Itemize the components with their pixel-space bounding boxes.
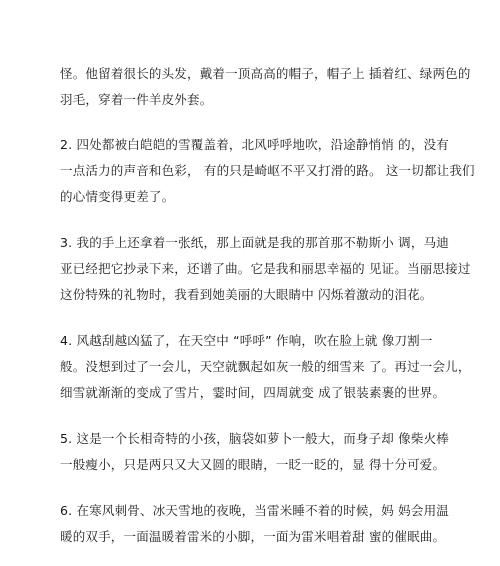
paragraph-1-line-2: 羽毛，穿着一件羊皮外套。 [60, 92, 213, 107]
paragraph-1-line-1: 怪。他留着很长的头发，戴着一顶高高的帽子，帽子上 插着红、绿两色的 [60, 66, 471, 81]
paragraph-3-line-3: 这份特殊的礼物时，我看到她美丽的大眼睛中 闪烁着激动的泪花。 [60, 287, 433, 302]
paragraph-5-line-2: 一般瘦小，只是两只又大又圆的眼睛，一眨一眨的，显 得十分可爱。 [60, 457, 446, 472]
paragraph-4-line-3: 细雪就渐渐的变成了雪片，霎时间，四周就变 成了银装素裹的世界。 [60, 385, 446, 400]
paragraph-5-line-1: 5. 这是一个长相奇特的小孩，脑袋如萝卜一般大，而身子却 像柴火棒 [60, 431, 449, 446]
paragraph-2-line-2: 一点活力的声音和色彩， 有的只是崎岖不平又打滑的路。 这一切都让我们 [60, 163, 475, 178]
paragraph-6-line-1: 6. 在寒风刺骨、冰天雪地的夜晚，当雷米睡不着的时候，妈 妈会用温 [60, 503, 449, 518]
paragraph-2-line-1: 2. 四处都被白皑皑的雪覆盖着，北风呼呼地吹，沿途静悄悄 的，没有 [60, 137, 449, 152]
paragraph-4-line-2: 般。没想到过了一会儿，天空就飘起如灰一般的细雪来 了。再过一会儿， [60, 359, 471, 374]
paragraph-6-line-2: 暖的双手，一面温暖着雷米的小脚，一面为雷米唱着甜 蜜的催眠曲。 [60, 529, 446, 544]
paragraph-2-line-3: 的心情变得更差了。 [60, 189, 175, 204]
paragraph-3-line-2: 亚已经把它抄录下来，还谱了曲。它是我和丽思幸福的 见证。当丽思接过 [60, 261, 471, 276]
paragraph-3-line-1: 3. 我的手上还拿着一张纸，那上面就是我的那首那不勒斯小 调，马迪 [60, 235, 449, 250]
paragraph-4-line-1: 4. 风越刮越凶猛了，在天空中 “呼呼” 作响，吹在脸上就 像刀割一 [60, 333, 433, 348]
